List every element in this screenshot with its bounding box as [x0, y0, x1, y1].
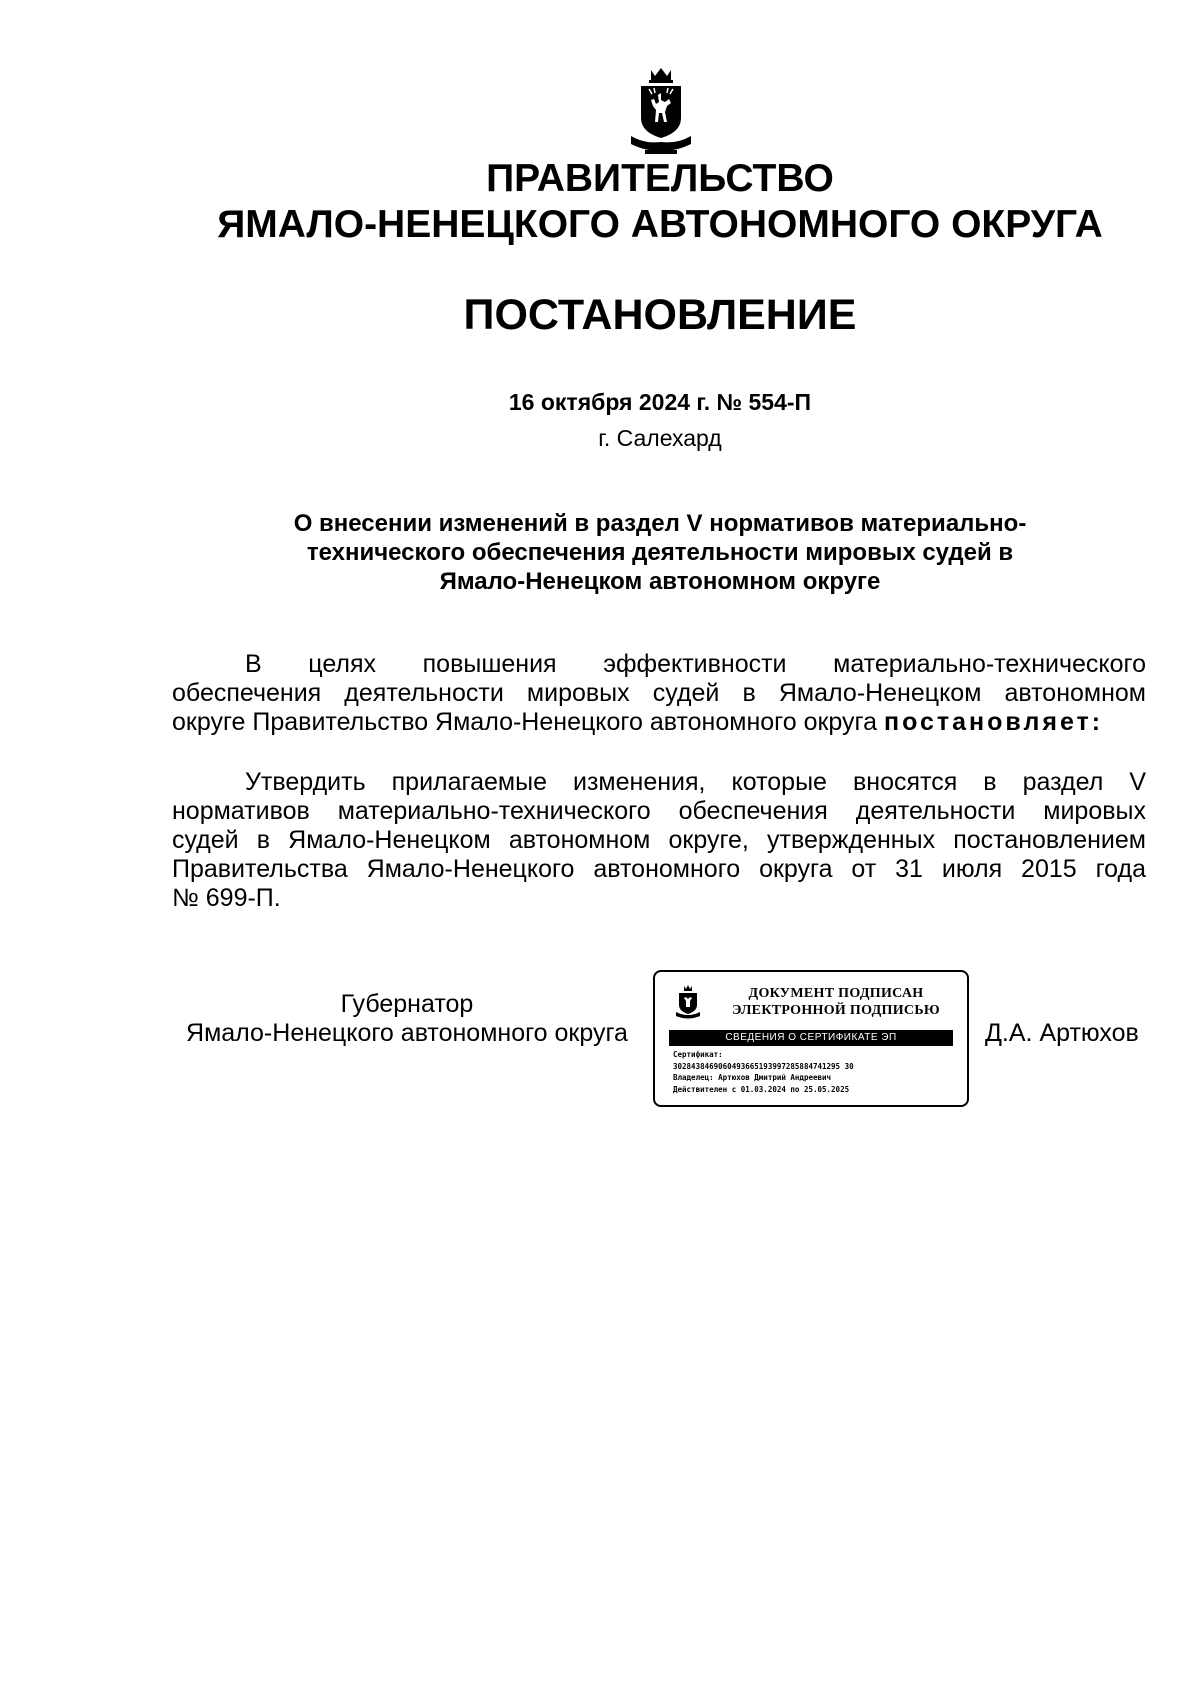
p1-line1: В целях повышения эффективности материально-технического — [245, 650, 1146, 678]
stamp-heading-line1: ДОКУМЕНТ ПОДПИСАН — [748, 986, 924, 1001]
government-title-line1: ПРАВИТЕЛЬСТВО — [486, 157, 834, 200]
document-date-number: 16 октября 2024 г. № 554-П — [508, 389, 812, 415]
p2-line5: № 699-П. — [172, 884, 281, 912]
stamp-cert-label: Сертификат: — [673, 1050, 723, 1059]
signer-title-line1: Губернатор — [340, 990, 474, 1018]
p1-line3 — [172, 708, 1146, 737]
p2-line1: Утвердить прилагаемые изменения, которые вносятся в раздел V — [245, 768, 1146, 796]
document-city: г. Салехард — [598, 425, 722, 451]
p1-line3-text: округе Правительство Ямало-Ненецкого автономного округа — [172, 708, 878, 736]
p1-line2: обеспечения деятельности мировых судей в Ямало-Ненецком автономном — [172, 679, 1146, 707]
government-title-line2: ЯМАЛО-НЕНЕЦКОГО АВТОНОМНОГО ОКРУГА — [217, 203, 1103, 246]
government-title — [0, 156, 1200, 248]
p2-line4: Правительства Ямало-Ненецкого автономного округа от 31 июля 2015 года — [172, 855, 1146, 883]
stamp-certificate-info — [673, 1049, 963, 1095]
stamp-heading — [721, 985, 951, 1019]
stamp-heading-line2: ЭЛЕКТРОННОЙ ПОДПИСЬЮ — [732, 1003, 940, 1018]
p2-line3: судей в Ямало-Ненецком автономном округе, утвержденных постановлением — [172, 826, 1146, 854]
subject-line1: О внесении изменений в раздел V нормативов материально- — [293, 510, 1027, 537]
coat-of-arms-icon — [625, 66, 697, 156]
subject-line2: технического обеспечения деятельности мировых судей в — [306, 539, 1014, 566]
body-paragraph-2 — [172, 768, 1146, 913]
electronic-signature-stamp — [653, 970, 969, 1107]
signer-name: Д.А. Артюхов — [985, 1019, 1139, 1047]
document-subject — [0, 509, 1200, 596]
body-paragraph-1 — [172, 650, 1146, 737]
p2-line2: нормативов материально-технического обеспечения деятельности мировых — [172, 797, 1146, 825]
document-type: ПОСТАНОВЛЕНИЕ — [463, 291, 857, 339]
signer-title-line2: Ямало-Ненецкого автономного округа — [186, 1019, 628, 1047]
stamp-owner: Владелец: Артюхов Дмитрий Андреевич — [673, 1073, 832, 1082]
subject-line3: Ямало-Ненецком автономном округе — [439, 568, 881, 595]
stamp-cert-number: 3028438469060493665193997285884741295 30 — [673, 1061, 854, 1071]
stamp-certificate-bar: СВЕДЕНИЯ О СЕРТИФИКАТЕ ЭП — [669, 1030, 953, 1046]
p1-emphasis: постановляет: — [883, 708, 1104, 736]
stamp-validity: Действителен с 01.03.2024 по 25.05.2025 — [673, 1084, 850, 1094]
stamp-coat-of-arms-icon — [675, 985, 701, 1019]
signer-title — [172, 990, 642, 1048]
